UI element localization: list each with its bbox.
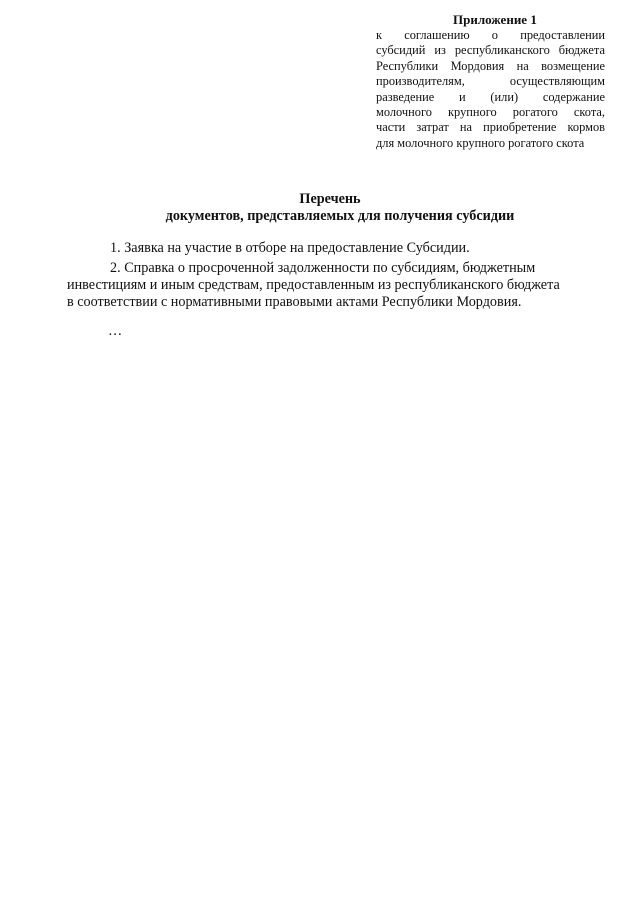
document-title: Перечень: [299, 191, 361, 207]
ellipsis: …: [108, 323, 123, 339]
item-number: 1.: [110, 240, 121, 256]
annex-line: производителям, осуществляющим: [376, 74, 605, 89]
annex-line: разведение и (или) содержание: [376, 89, 605, 104]
annex-line: молочного крупного рогатого скота,: [376, 105, 605, 120]
item-text: Справка о просроченной задолженности по субсидиям, бюджетным: [124, 260, 536, 276]
annex-title: Приложение 1: [453, 12, 537, 27]
item-number: 2.: [110, 260, 121, 276]
list-item-2: [110, 260, 535, 278]
list-item-1: [110, 240, 470, 258]
document-subtitle: документов, представляемых для получения субсидии: [165, 208, 515, 224]
annex-line: для молочного крупного рогатого скота: [376, 135, 585, 150]
annex-line: Республики Мордовия на возмещение: [376, 58, 605, 73]
item-text: Заявка на участие в отборе на предоставление Субсидии.: [124, 240, 470, 256]
annex-description: [376, 28, 605, 151]
annex-line: части затрат на приобретение кормов: [376, 120, 605, 135]
list-item-2-continuation: инвестициям и иным средствам, предоставленным из республиканского бюджета: [67, 277, 560, 293]
list-item-2-continuation: в соответствии с нормативными правовыми актами Республики Мордовия.: [67, 294, 522, 310]
annex-line: субсидий из республиканского бюджета: [376, 43, 605, 58]
annex-line: к соглашению о предоставлении: [376, 28, 605, 42]
